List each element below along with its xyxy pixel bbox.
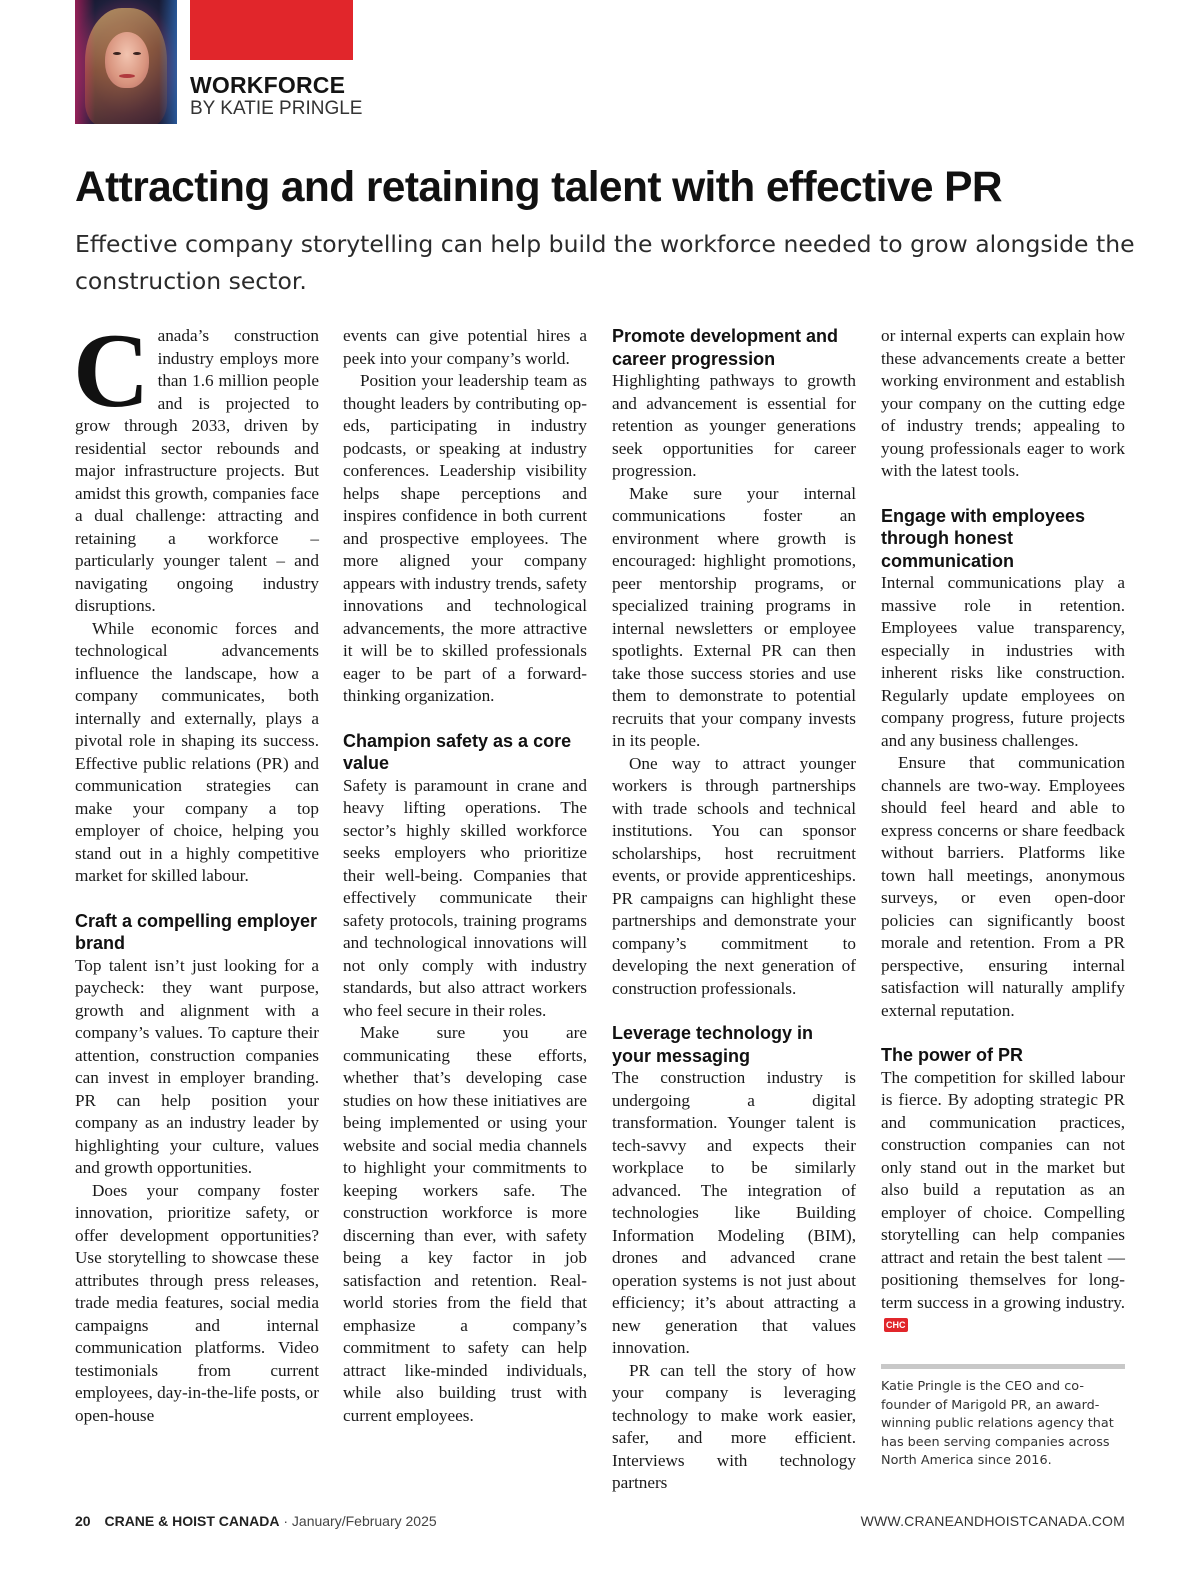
author-photo-lips (119, 74, 135, 78)
article-paragraph: Make sure your internal communications foster an environment where growth is encouraged: highlight promotions, peer mentorship programs, or specialized training programs in internal newsletters or employee spotlights. External PR can then take those success stories and use them to demonstrate to potential recruits that your company invests in its people. (612, 483, 856, 750)
article-column-3 (612, 325, 856, 1495)
author-photo-eye (133, 52, 141, 55)
page-footer (75, 1513, 437, 1529)
page-number: 20 (75, 1513, 91, 1529)
article-column-4 (881, 325, 1125, 1337)
article-paragraph: Ensure that communication channels are two-way. Employees should feel heard and able to express concerns or share feedback without barriers. Platforms like town hall meetings, anonymous surveys, or even open-door policies can significantly boost morale and retention. From a PR perspective, ensuring internal satisfaction will naturally amplify external reputation. (881, 753, 1125, 1020)
article-paragraph: events can give potential hires a peek into your company’s world. (343, 326, 587, 368)
article-paragraph: Internal communications play a massive role in retention. Employees value transparency, especially in industries with inherent risks like construction. Regularly update employees on company progress, future projects and any business challenges. (881, 573, 1125, 750)
byline: BY KATIE PRINGLE (190, 98, 363, 119)
headline: Attracting and retaining talent with effective PR (75, 164, 1002, 211)
subhead-engage: Engage with employees through honest communication (881, 505, 1086, 571)
article-paragraph: Position your leadership team as thought leaders by contributing op-eds, participating in industry podcasts, or speaking at industry conferences. Leadership visibility helps shape perceptions and inspires confidence in both current and prospective employees. The more aligned your company appears with industry trends, safety innovations and technological advancements, the more attractive it will be to skilled professionals eager to be part of a forward-thinking organization. (343, 371, 587, 705)
subhead-safety: Champion safety as a core value (343, 730, 572, 773)
author-photo (75, 0, 177, 124)
article-paragraph: or internal experts can explain how these advancements create a better working environment and establish your company on the cutting edge of industry trends; appealing to young professionals eager to work with the latest tools. (881, 326, 1125, 480)
dek: Effective company storytelling can help build the workforce needed to grow alongside the construction sector. (75, 230, 1135, 295)
author-bio: Katie Pringle is the CEO and co-founder of Marigold PR, an award-winning public relations agency that has been serving companies across North America since 2016. (881, 1379, 1114, 1468)
end-mark-icon: CHC (886, 1320, 906, 1330)
subhead-development: Promote development and career progression (612, 326, 839, 369)
article-paragraph: Highlighting pathways to growth and advancement is essential for retention as younger generations seek opportunities for career progression. (612, 371, 856, 480)
article-paragraph: PR can tell the story of how your company is leveraging technology to make work easier, safer, and more efficient. Interviews with technology partners (612, 1360, 856, 1492)
article-paragraph: Safety is paramount in crane and heavy lifting operations. The sector’s highly skilled workforce seeks employers who prioritize their well-being. Companies that effectively communicate their safety protocols, training programs and technological innovations will not only comply with industry standards, but also attract workers who feel secure in their roles. (343, 775, 587, 1020)
author-photo-glow (75, 0, 95, 124)
author-photo-eye (113, 52, 121, 55)
article-paragraph: One way to attract younger workers is through partnerships with trade schools and technical institutions. You can sponsor scholarships, host recruitment events, or provide apprenticeships. PR campaigns can highlight these partnerships and demonstrate your company’s commitment to developing the next generation of construction professionals. (612, 753, 856, 998)
article-paragraph: The competition for skilled labour is fierce. By adopting strategic PR and communication practices, construction companies can not only stand out in the market but also build a reputation as an employer of choice. Compelling storytelling can help companies attract and retain the best talent — positioning themselves for long-term success in a growing industry.CHC (881, 1067, 1125, 1330)
website-url: WWW.CRANEANDHOISTCANADA.COM (860, 1513, 1125, 1529)
drop-cap: C (73, 312, 150, 429)
article-paragraph: While economic forces and technological advancements influence the landscape, how a company communicates, both internally and externally, plays a pivotal role in shaping its success. Effective public relations (PR) and communication strategies can make your company a top employer of choice, helping you stand out in a highly competitive market for skilled labour. (75, 618, 319, 885)
article-paragraph: The construction industry is undergoing a digital transformation. Younger talent is tech-savvy and expects their workplace to be similarly advanced. The integration of technologies like Building Information Modeling (BIM), drones and advanced crane operation systems is not just about efficiency; it’s about attracting a new generation that values innovation. (612, 1068, 856, 1357)
issue-date: · January/February 2025 (283, 1513, 437, 1529)
article-paragraph: Top talent isn’t just looking for a paycheck: they want purpose, growth and alignment with a company’s values. To capture their attention, construction companies can invest in employer branding. PR can help position your company as an industry leader by highlighting your culture, values and growth opportunities. (75, 955, 319, 1177)
author-photo-face (105, 32, 149, 88)
article-paragraph: Make sure you are communicating these efforts, whether that’s developing case studies on how these initiatives are being implemented or using your website and social media channels to highlight your commitments to keeping workers safe. The construction workforce is more discerning than ever, with safety being a key factor in job satisfaction and retention. Real-world stories from the field that emphasize a company’s commitment to safety can help attract like-minded individuals, while also building trust with current employees. (343, 1023, 587, 1425)
subhead-employer-brand: Craft a compelling employer brand (75, 910, 318, 953)
article-paragraph: Canada’s construction industry employs more than 1.6 million people and is projected to grow through 2033, driven by residential sector rebounds and major infrastructure projects. But amidst this growth, companies face a dual challenge: attracting and retaining a workforce – particularly younger talent – and navigating ongoing industry disruptions. (73, 312, 319, 615)
subhead-technology: Leverage technology in your messaging (612, 1023, 814, 1066)
article-paragraph: Does your company foster innovation, prioritize safety, or offer development opportunities? Use storytelling to showcase these attributes through press releases, trade media features, social media campaigns and internal communication platforms. Video testimonials from current employees, day-in-the-life posts, or open-house (75, 1180, 319, 1425)
subhead-power-of-pr: The power of PR (881, 1045, 1024, 1065)
author-photo-glow (159, 0, 177, 124)
section-color-block (190, 0, 353, 60)
bio-divider (881, 1364, 1125, 1369)
article-column-2 (343, 325, 587, 1427)
article-column-1 (73, 312, 319, 1427)
magazine-name: CRANE & HOIST CANADA (104, 1513, 280, 1529)
section-label: WORKFORCE (190, 72, 346, 98)
